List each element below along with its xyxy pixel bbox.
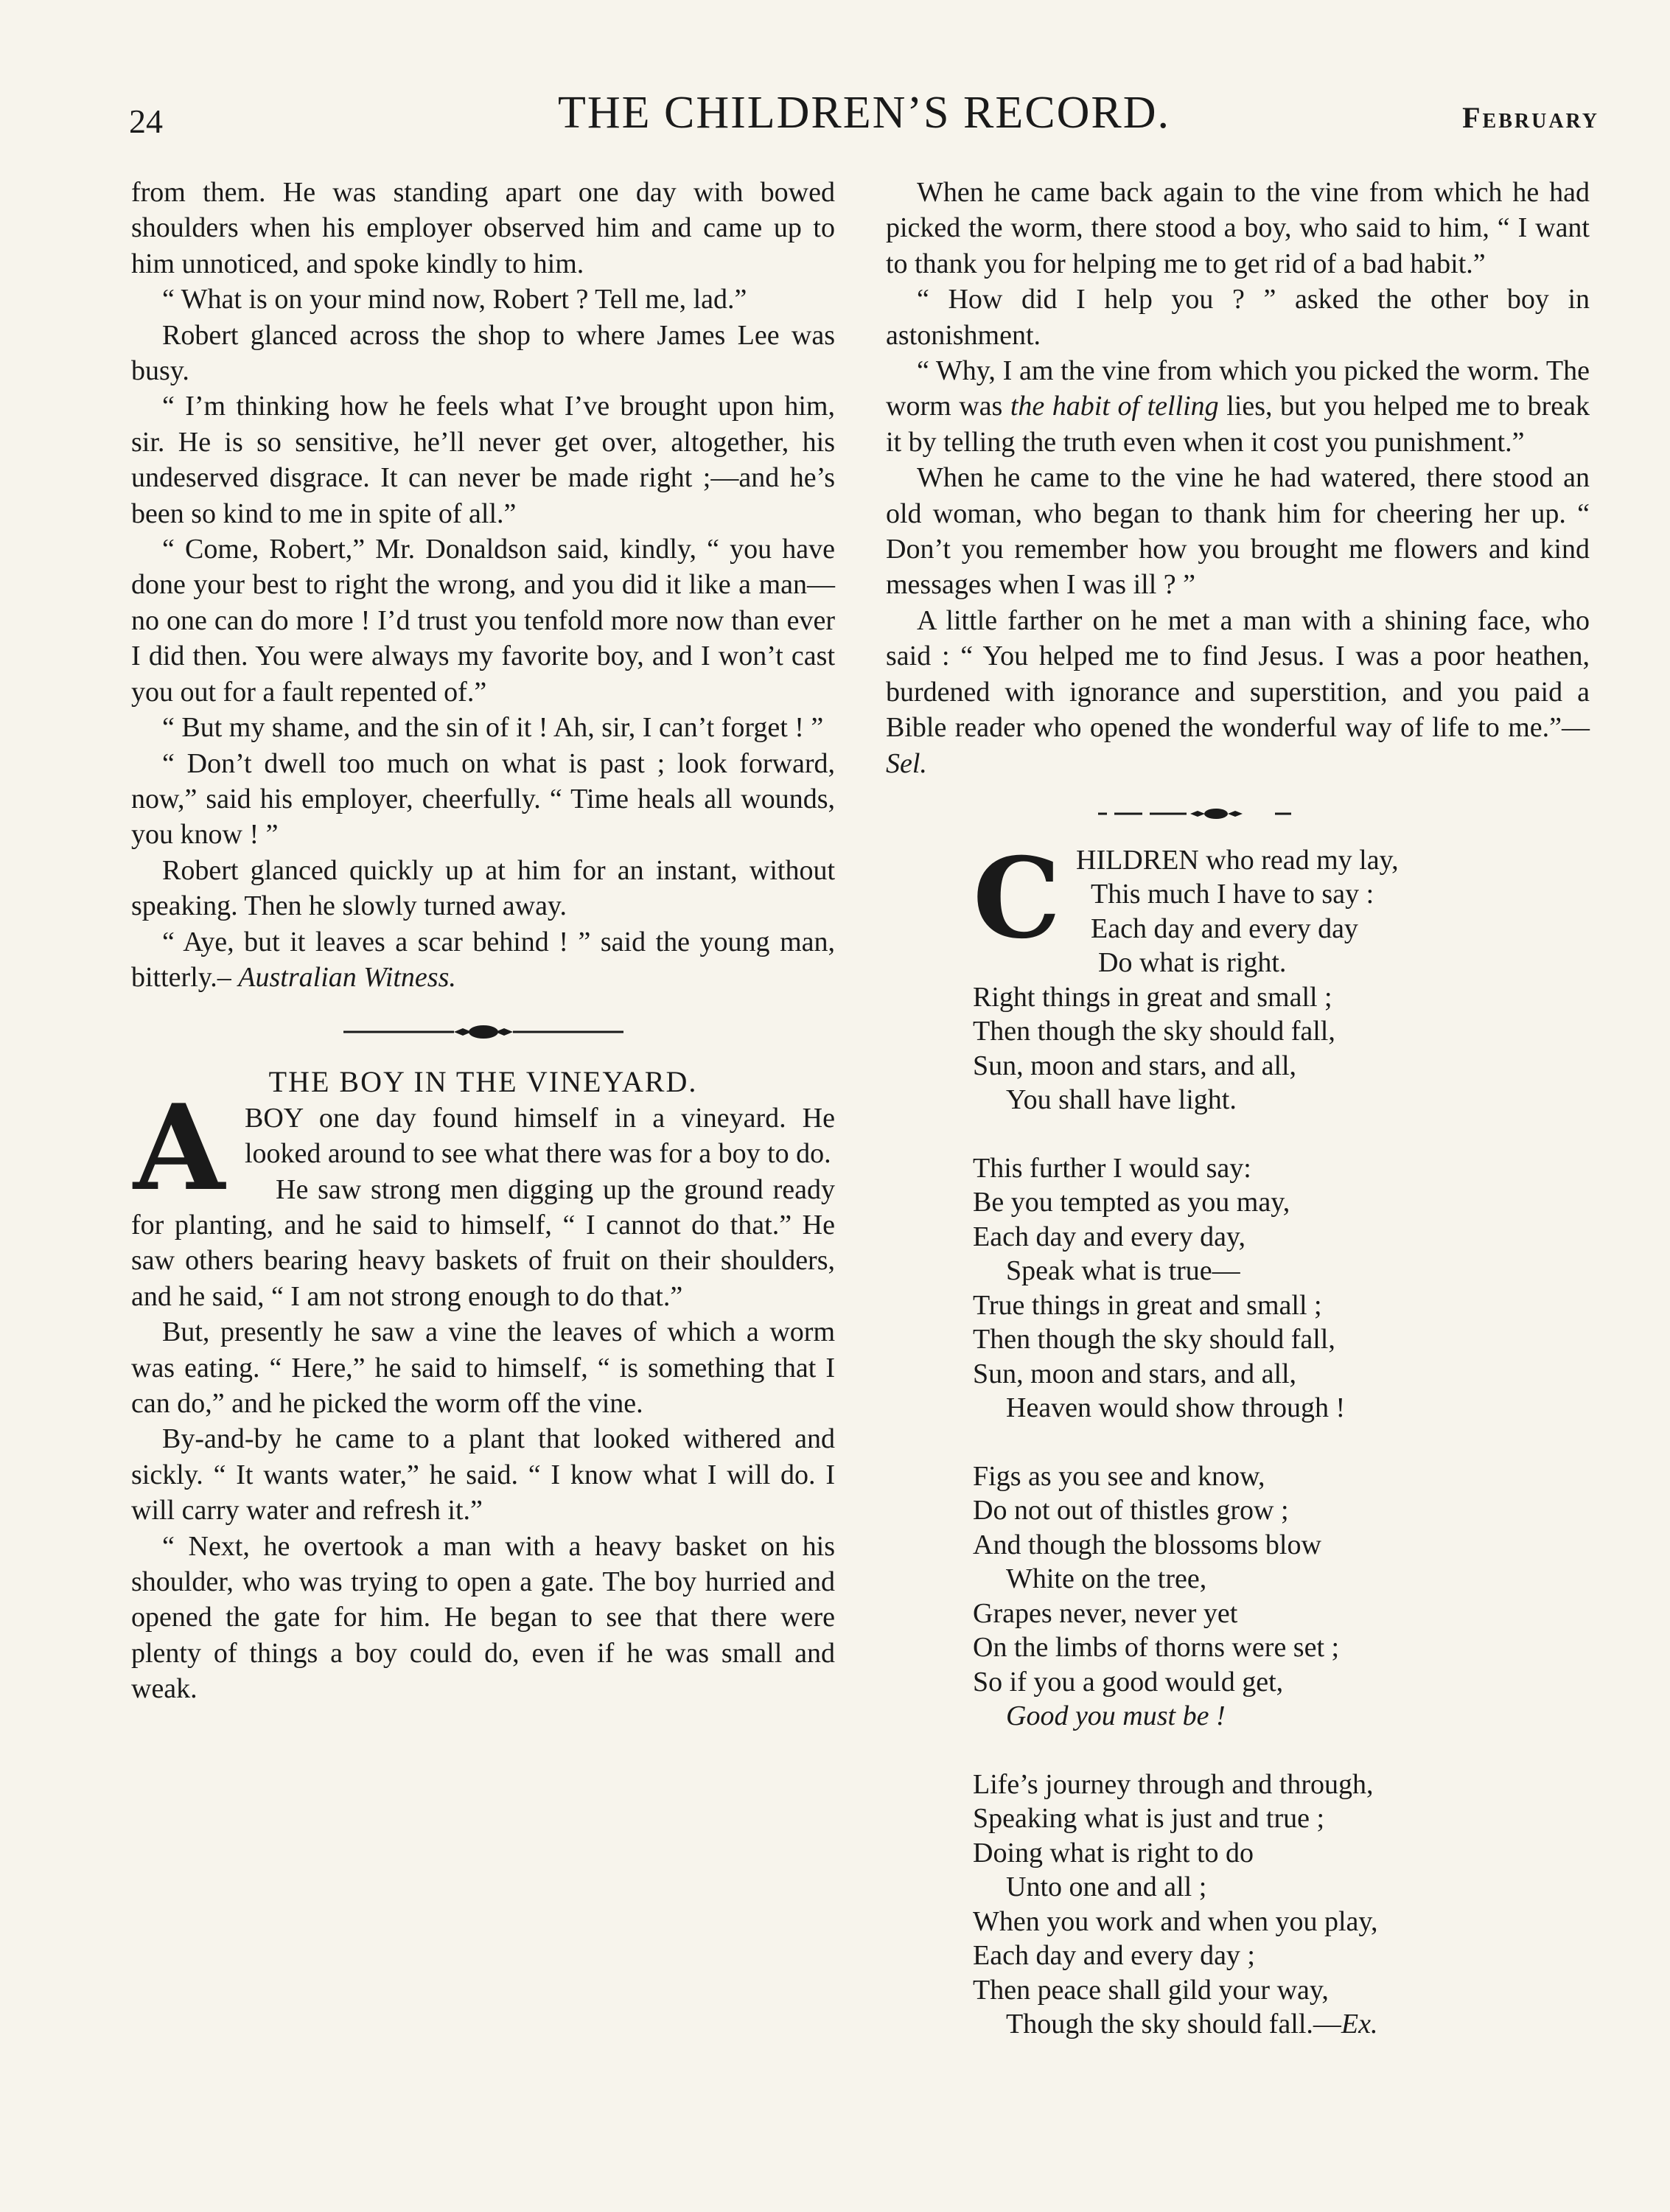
paragraph-text: lies, but you helped me to break it by telling the truth even when it cost you punishment.” [886, 391, 1590, 458]
poem-line: Then though the sky should fall, [973, 1324, 1335, 1356]
poem-line: Sun, moon and stars, and all, [973, 1358, 1297, 1389]
right-column [886, 175, 1590, 2076]
poem-line: When you work and when you play, [973, 1905, 1378, 1937]
paragraph-text: A little farther on he met a man with a shining face, who said : “ You helped me to find Jesus. I was a poor heathen, burdened with ignorance and superstition, and you paid a Bible reader who opened the wonderful way of life to me.”— [886, 604, 1590, 744]
paragraph: “ How did I help you ? ” asked the other boy in astonishment. [886, 284, 1590, 351]
poem-line-text: HILDREN who read my lay, [1076, 844, 1399, 876]
paragraph-text: “ Why, I am the vine from which you picked the worm. The worm was [886, 355, 1590, 422]
poem-line [973, 2007, 1590, 2042]
paragraph: Robert glanced across the shop to where James Lee was busy. [131, 319, 835, 387]
poem-line: Speaking what is just and true ; [973, 1803, 1325, 1835]
poem-stanza [973, 1768, 1590, 2042]
paragraph: He saw strong men digging up the ground ready for planting, and he said to himself, “ I cannot do that.” He saw others bearing heavy baskets of fruit on their shoulders, and he said, “ I am not strong enough to do that.” [131, 1173, 835, 1312]
poem-line: Then peace shall gild your way, [973, 1974, 1329, 2006]
poem-stanza [973, 1151, 1590, 1426]
divider-ornament-icon [343, 1023, 623, 1041]
poem-line: This much I have to say : [1091, 879, 1374, 910]
poem-line-text: Though the sky should fall.— [1006, 2009, 1341, 2040]
divider-ornament-icon [1098, 806, 1378, 821]
poem-line: True things in great and small ; [973, 1289, 1322, 1321]
paragraph-text: “ Aye, but it leaves a scar behind ! ” said the young man, bitterly.– [131, 926, 835, 993]
issue-month: February [1462, 101, 1599, 134]
poem-line: On the limbs of thorns were set ; [973, 1632, 1340, 1664]
paragraph: “ Don’t dwell too much on what is past ; look forward, now,” said his employer, cheerfully. “ Time heals all wounds, you know ! ” [131, 747, 835, 851]
poem-line: Doing what is right to do [973, 1837, 1254, 1869]
poem [886, 833, 1590, 2042]
story-title: THE BOY IN THE VINEYARD. [268, 1065, 698, 1099]
paragraph-text: BOY one day found himself in a vineyard. He looked around to see what there was for a boy to do. [245, 1102, 835, 1170]
poem-stanza [973, 1459, 1590, 1734]
poem-line: Then though the sky should fall, [973, 1016, 1335, 1047]
poem-line: Speak what is true— [1006, 1255, 1240, 1287]
section-divider [886, 806, 1590, 821]
poem-line: Do what is right. [1098, 947, 1287, 979]
paragraph [886, 603, 1590, 781]
source-credit: Australian Witness. [238, 961, 456, 993]
paragraph: from them. He was standing apart one day with bowed shoulders when his employer observed him and came up to him unnoticed, and spoke kindly to him. [131, 177, 835, 279]
poem-line: You shall have light. [1006, 1084, 1237, 1116]
paragraph: “ I’m thinking how he feels what I’ve brought upon him, sir. He is so sensitive, he’ll never get over, altogether, his undeserved disgrace. It can never be made right ;—and he’s been so kind to me in spite of all.” [131, 391, 835, 529]
paragraph: “ Come, Robert,” Mr. Donaldson said, kindly, “ you have done your best to right the wrong, and you did it like a man—no one can do more ! I’d trust you tenfold more now than ever I did then. You were always my favorite boy, and I won’t cast you out for a fault repented of.” [131, 534, 835, 708]
story-dropcap: A [133, 1078, 226, 1217]
section-divider [131, 1023, 835, 1041]
poem-line: White on the tree, [1006, 1563, 1207, 1595]
poem-line: Good you must be ! [1006, 1700, 1226, 1732]
paragraph: “ But my shame, and the sin of it ! Ah, sir, I can’t forget ! ” [162, 712, 824, 744]
paragraph [886, 353, 1590, 460]
poem-line: Each day and every day, [973, 1221, 1245, 1252]
paragraph: “ What is on your mind now, Robert ? Tell me, lad.” [162, 284, 747, 315]
poem-dropcap: C [973, 833, 1061, 963]
poem-line: Be you tempted as you may, [973, 1187, 1290, 1218]
poem-line: Each day and every day ; [973, 1940, 1255, 1972]
paragraph: Robert glanced quickly up at him for an instant, without speaking. Then he slowly turned away. [131, 854, 835, 922]
paragraph: But, presently he saw a vine the leaves of which a worm was eating. “ Here,” he said to himself, “ is something that I can do,” and he picked the worm off the vine. [131, 1316, 835, 1419]
poem-line: This further I would say: [973, 1152, 1251, 1184]
poem-line: Heaven would show through ! [1006, 1392, 1346, 1424]
poem-stanza [973, 833, 1590, 1117]
paragraph: “ Next, he overtook a man with a heavy basket on his shoulder, who was trying to open a gate. The boy hurried and opened the gate for him. He began to see that there were plenty of things a boy could do, even if he was small and weak. [131, 1530, 835, 1705]
poem-line: Life’s journey through and through, [973, 1768, 1374, 1800]
publication-title: THE CHILDREN’S RECORD. [557, 88, 1171, 138]
poem-line: Figs as you see and know, [973, 1460, 1265, 1492]
paragraph: By-and-by he came to a plant that looked withered and sickly. “ It wants water,” he said. “ I know what I will do. I will carry water and refresh it.” [131, 1423, 835, 1527]
poem-line: So if you a good would get, [973, 1666, 1284, 1698]
poem-line: Each day and every day [1091, 913, 1358, 944]
paragraph-italic-text: the habit of telling [1010, 391, 1219, 422]
page-header [129, 87, 1599, 146]
poem-line: And though the blossoms blow [973, 1529, 1321, 1560]
poem-line: Unto one and all ; [1006, 1871, 1207, 1903]
poem-line: Sun, moon and stars, and all, [973, 1050, 1297, 1081]
source-credit: Sel. [886, 747, 927, 779]
left-column [131, 175, 835, 1707]
paragraph: When he came back again to the vine from which he had picked the worm, there stood a boy, who said to him, “ I want to thank you for helping me to get rid of a bad habit.” [886, 177, 1590, 279]
page-number: 24 [129, 102, 163, 140]
paragraph: When he came to the vine he had watered, there stood an old woman, who began to thank him for cheering her up. “ Don’t you remember how you brought me flowers and kind messages when I was ill ? ” [886, 462, 1590, 601]
paragraph [131, 924, 835, 996]
poem-line: Right things in great and small ; [973, 981, 1332, 1013]
poem-line: Grapes never, never yet [973, 1597, 1238, 1629]
source-credit: Ex. [1341, 2009, 1378, 2040]
poem-line: Do not out of thistles grow ; [973, 1495, 1289, 1527]
